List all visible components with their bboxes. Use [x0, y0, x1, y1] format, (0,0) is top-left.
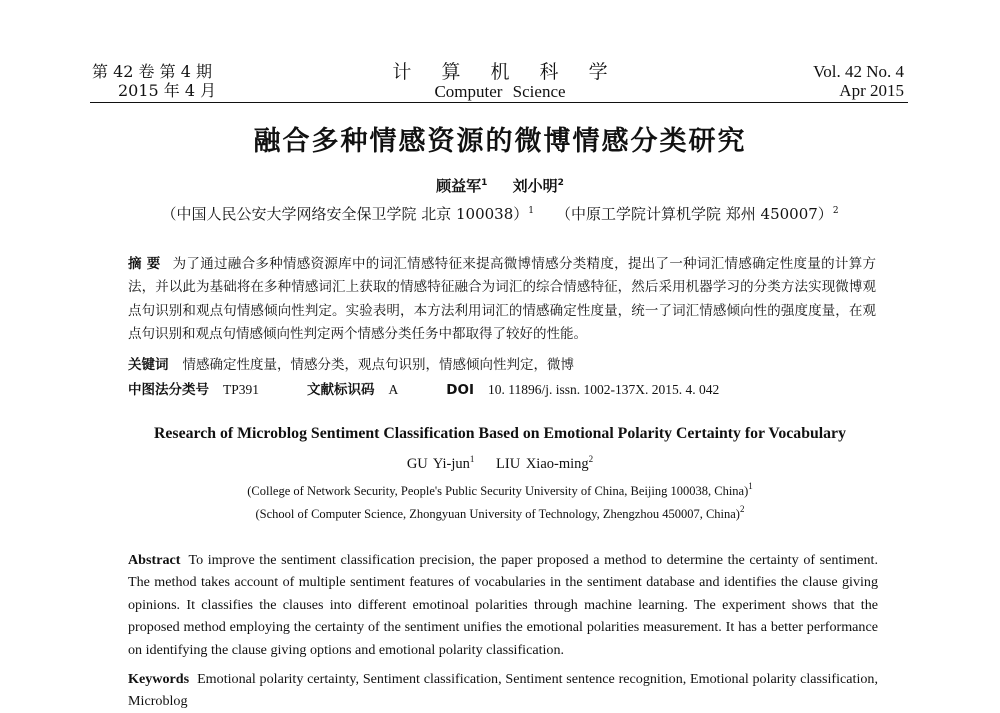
keywords-en-text: Emotional polarity certainty, Sentiment classification, Sentiment sentence recognition, Emotional polarity classification, Microblog [128, 671, 878, 710]
keywords-en-label: Keywords [128, 671, 190, 687]
authors-cn [0, 175, 1000, 196]
author-mark: 1 [481, 178, 488, 188]
date-cn: 2015 年 4 月 [118, 81, 217, 100]
keywords-cn [128, 353, 574, 373]
doc-code-value: A [388, 382, 399, 397]
keywords-cn-text: 情感确定性度量，情感分类，观点句识别，情感倾向性判定，微博 [182, 357, 574, 373]
affiliation-mark: 1 [748, 481, 753, 491]
clc-label: 中图法分类号 [128, 382, 209, 398]
doi-value: 10. 11896/j. issn. 1002-137X. 2015. 4. 042 [487, 382, 720, 397]
doc-code-label: 文献标识码 [307, 382, 375, 398]
author-cn-2: 刘小明$^2$ [512, 177, 564, 195]
author-en-2: LIU Xiao-ming$^2$ [496, 454, 594, 472]
journal-name-cn: 计 算 机 科 学 [392, 61, 620, 83]
volume-issue-cn: 第 42 卷 第 4 期 [92, 62, 212, 81]
affiliation-cn-2: （中原工学院计算机学院 郑州 450007）$^2$ [556, 205, 839, 223]
author-mark: 1 [469, 454, 475, 464]
keywords-en [128, 668, 878, 713]
header-right [813, 62, 904, 100]
paper-title-cn: 融合多种情感资源的微博情感分类研究 [253, 126, 747, 157]
clc-value: TP391 [223, 382, 260, 397]
affiliation-en-1: (College of Network Security, People's Public Security University of China, Beijing 100038, China)$^1$ [247, 481, 753, 498]
affiliation-mark: 2 [739, 504, 745, 514]
header-rule [90, 102, 908, 103]
affiliation-cn-1: （中国人民公安大学网络安全保卫学院 北京 100038）$^1$ [161, 205, 534, 223]
affiliation-mark: 1 [528, 206, 534, 216]
affiliation-mark: 2 [832, 206, 839, 216]
authors-en [0, 456, 1000, 473]
author-mark: 2 [557, 178, 564, 188]
classification-meta [128, 378, 719, 398]
keywords-cn-label: 关键词 [128, 357, 169, 373]
abstract-cn [128, 253, 876, 347]
volume-issue-en: Vol. 42 No. 4 [813, 62, 904, 81]
abstract-en-label: Abstract [128, 552, 181, 568]
abstract-cn-label: 摘 要 [128, 256, 161, 272]
doi-label: DOI [446, 382, 474, 398]
author-en-1: GU Yi-jun$^1$ [406, 454, 475, 472]
abstract-en [128, 549, 878, 661]
author-cn-1: 顾益军$^1$ [436, 177, 488, 195]
affiliations-cn [0, 203, 1000, 224]
abstract-en-text: To improve the sentiment classification precision, the paper proposed a method to determine the certainty of sentiment. The method takes account of multiple sentiment features of vocabularies in the sentiment database and identifies the clause giving opinions. It classifies the clauses into different emotinoal polarities through machine learning. The experiment shows that the proposed method employing the certainty of the sentiment unifies the emotional polarities measurement. It has a better performance on identifying the clause giving options and emotional polarity classification. [128, 552, 878, 658]
journal-name-en: Computer Science [434, 82, 566, 101]
paper-title-en: Research of Microblog Sentiment Classification Based on Emotional Polarity Certainty for Vocabulary [154, 425, 846, 442]
affiliation-en-2: (School of Computer Science, Zhongyuan University of Technology, Zhengzhou 450007, China)$^2$ [255, 504, 745, 521]
author-mark: 2 [588, 454, 594, 464]
date-en: Apr 2015 [839, 81, 904, 100]
abstract-cn-text: 为了通过融合多种情感资源库中的词汇情感特征来提高微博情感分类精度，提出了一种词汇情感确定性度量的计算方法，并以此为基础将在多种情感词汇上获取的情感特征融合为词汇的综合情感特征，然后采用机器学习的分类方法实现微博观点句识别和观点句情感倾向性判定。实验表明，本方法利用词汇的情感确定性度量，统一了词汇情感倾向性的强度度量，在观点句识别和观点句情感倾向性判定两个情感分类任务中都取得了较好的性能。 [128, 256, 877, 343]
